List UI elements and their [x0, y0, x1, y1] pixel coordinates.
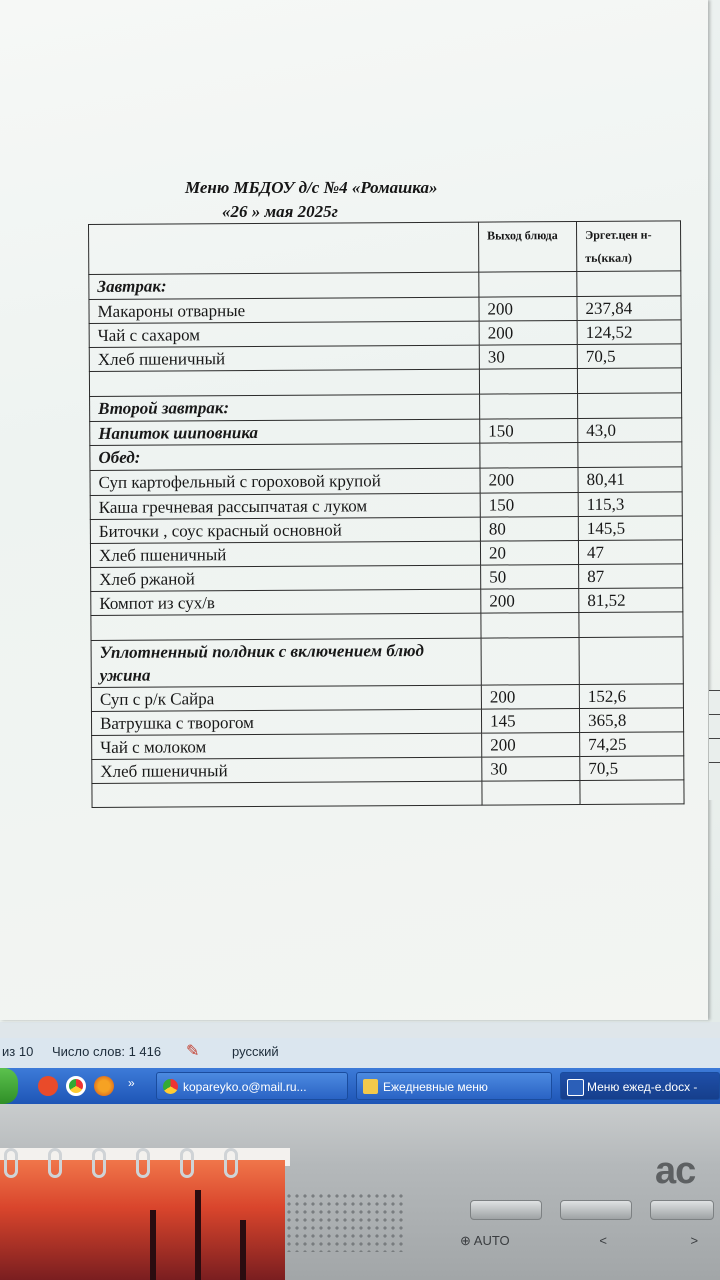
dish-name-cell: Каша гречневая рассыпчатая с луком: [90, 493, 480, 519]
taskbar-item-word[interactable]: [560, 1072, 720, 1100]
chrome-icon: [163, 1079, 178, 1094]
status-bar: [0, 1038, 720, 1068]
speaker-grille: [285, 1192, 405, 1252]
spellcheck-icon[interactable]: ✎: [186, 1043, 200, 1060]
calendar-ring: [4, 1148, 18, 1178]
right-arrow-icon[interactable]: >: [690, 1233, 699, 1248]
table-header-row: [89, 221, 681, 275]
status-word-count[interactable]: Число слов: 1 416: [52, 1044, 162, 1059]
dish-name-cell: Биточки , соус красный основной: [90, 517, 480, 543]
chrome-icon[interactable]: [66, 1076, 86, 1096]
dish-name-cell: Суп картофельный с гороховой крупой: [90, 468, 480, 495]
taskbar-item-mail[interactable]: [156, 1072, 348, 1100]
dish-name-cell: Напиток шиповника: [90, 419, 480, 445]
status-page: из 10: [2, 1044, 34, 1059]
table-row: [91, 612, 683, 641]
table-row: [91, 564, 683, 592]
output-cell: 50: [481, 565, 579, 590]
section-row: [90, 393, 682, 422]
table-row: [91, 708, 683, 736]
energy-cell: [580, 780, 684, 805]
section-row: [91, 637, 683, 688]
table-row: [89, 368, 681, 397]
dish-name-cell: Хлеб ржаной: [91, 565, 481, 591]
dish-name-cell: Чай с сахаром: [89, 321, 479, 347]
energy-cell: 145,5: [578, 516, 682, 541]
dish-name-cell: Макароны отварные: [89, 297, 479, 323]
table-row: [92, 780, 684, 808]
output-cell: 200: [480, 468, 578, 494]
table-row: [91, 588, 683, 616]
table-row: [90, 516, 682, 544]
output-cell: 145: [481, 709, 579, 734]
taskbar-item-label: kopareyko.o@mail.ru...: [183, 1080, 307, 1094]
dish-name-cell: Ватрушка с творогом: [91, 709, 481, 735]
energy-cell: 70,5: [580, 756, 684, 781]
dish-name-cell: Хлеб пшеничный: [90, 541, 480, 567]
taskbar: [0, 1068, 720, 1104]
dish-name-cell: Компот из сух/в: [91, 589, 481, 615]
energy-cell: 70,5: [577, 344, 681, 369]
output-cell: 200: [481, 589, 579, 614]
monitor-brand-logo: ac: [655, 1150, 696, 1192]
monitor-button-2[interactable]: [560, 1200, 632, 1220]
energy-cell: 87: [579, 564, 683, 589]
energy-cell: [579, 637, 683, 685]
energy-cell: 74,25: [580, 732, 684, 757]
output-cell: 200: [481, 685, 579, 710]
energy-cell: [578, 393, 682, 419]
section-row: [89, 271, 681, 300]
dish-name-cell: Второй завтрак:: [90, 394, 480, 421]
auto-button-label: ⊕ AUTO < >: [460, 1233, 699, 1248]
firefox-icon[interactable]: [94, 1076, 114, 1096]
energy-cell: 152,6: [579, 684, 683, 709]
calendar-ring: [48, 1148, 62, 1178]
output-cell: 20: [480, 541, 578, 566]
menu-title: Меню МБДОУ д/с №4 «Ромашка»: [185, 178, 438, 197]
left-arrow-icon[interactable]: <: [599, 1233, 607, 1248]
section-row: [90, 442, 682, 471]
energy-cell: 124,52: [577, 320, 681, 345]
energy-cell: [578, 442, 682, 468]
output-cell: [481, 613, 579, 639]
header-output: Выход блюда: [478, 222, 576, 273]
calendar-ring: [92, 1148, 106, 1178]
energy-cell: [577, 368, 681, 394]
dish-name-cell: [91, 613, 481, 640]
monitor-button-3[interactable]: [650, 1200, 714, 1220]
output-cell: 200: [479, 297, 577, 322]
energy-cell: 43,0: [578, 418, 682, 443]
output-cell: [481, 638, 579, 686]
dish-name-cell: Обед:: [90, 443, 480, 470]
overflow-chevron-icon[interactable]: »: [128, 1076, 135, 1090]
energy-cell: 80,41: [578, 467, 682, 493]
calendar-ring: [224, 1148, 238, 1178]
dish-name-cell: Хлеб пшеничный: [89, 345, 479, 371]
dish-name-cell: Хлеб пшеничный: [92, 757, 482, 783]
menu-date: «26 » мая 2025г: [222, 202, 338, 221]
word-icon: [567, 1079, 584, 1096]
section-row: [90, 418, 682, 446]
monitor-button-1[interactable]: [470, 1200, 542, 1220]
energy-cell: 115,3: [578, 492, 682, 517]
taskbar-item-label: Меню ежед-е.docx -: [587, 1080, 698, 1094]
yandex-browser-icon[interactable]: [38, 1076, 58, 1096]
output-cell: 200: [482, 733, 580, 758]
dish-name-cell: Завтрак:: [89, 272, 479, 299]
table-row: [90, 540, 682, 568]
auto-icon: ⊕: [460, 1233, 474, 1248]
folder-icon: [363, 1079, 378, 1094]
start-button[interactable]: [0, 1068, 18, 1104]
energy-cell: [577, 271, 681, 297]
energy-cell: 47: [578, 540, 682, 565]
table-row: [92, 732, 684, 760]
header-energy: Эргет.цен н-ть(ккал): [576, 221, 680, 272]
output-cell: [479, 369, 577, 395]
output-cell: 80: [480, 517, 578, 542]
table-row: [89, 344, 681, 372]
calendar-ring: [180, 1148, 194, 1178]
energy-cell: [579, 612, 683, 638]
taskbar-item-folder[interactable]: [356, 1072, 552, 1100]
dish-name-cell: [89, 369, 479, 396]
table-row: [90, 467, 682, 496]
table-row: [92, 756, 684, 784]
desk-calendar: [0, 1160, 285, 1280]
table-row: [89, 296, 681, 324]
adjacent-window-edge: [709, 690, 720, 800]
energy-cell: 81,52: [579, 588, 683, 613]
calendar-ring: [136, 1148, 150, 1178]
energy-cell: 237,84: [577, 296, 681, 321]
output-cell: 30: [482, 757, 580, 782]
table-row: [90, 492, 682, 520]
dish-name-cell: Чай с молоком: [92, 733, 482, 759]
dish-name-cell: [92, 781, 482, 807]
dish-name-cell: Суп с р/к Сайра: [91, 685, 481, 711]
output-cell: 150: [480, 493, 578, 518]
table-row: [89, 320, 681, 348]
output-cell: 150: [480, 419, 578, 444]
output-cell: [480, 394, 578, 420]
output-cell: [480, 443, 578, 469]
status-language[interactable]: русский: [232, 1044, 279, 1059]
menu-table: [88, 220, 685, 808]
output-cell: 30: [479, 345, 577, 370]
header-dish-cell: [89, 222, 479, 274]
output-cell: [482, 781, 580, 806]
output-cell: 200: [479, 321, 577, 346]
table-row: [91, 684, 683, 712]
dish-name-cell: Уплотненный полдник с включением блюд ужина: [91, 638, 481, 687]
output-cell: [479, 272, 577, 298]
energy-cell: 365,8: [579, 708, 683, 733]
taskbar-item-label: Ежедневные меню: [383, 1080, 488, 1094]
